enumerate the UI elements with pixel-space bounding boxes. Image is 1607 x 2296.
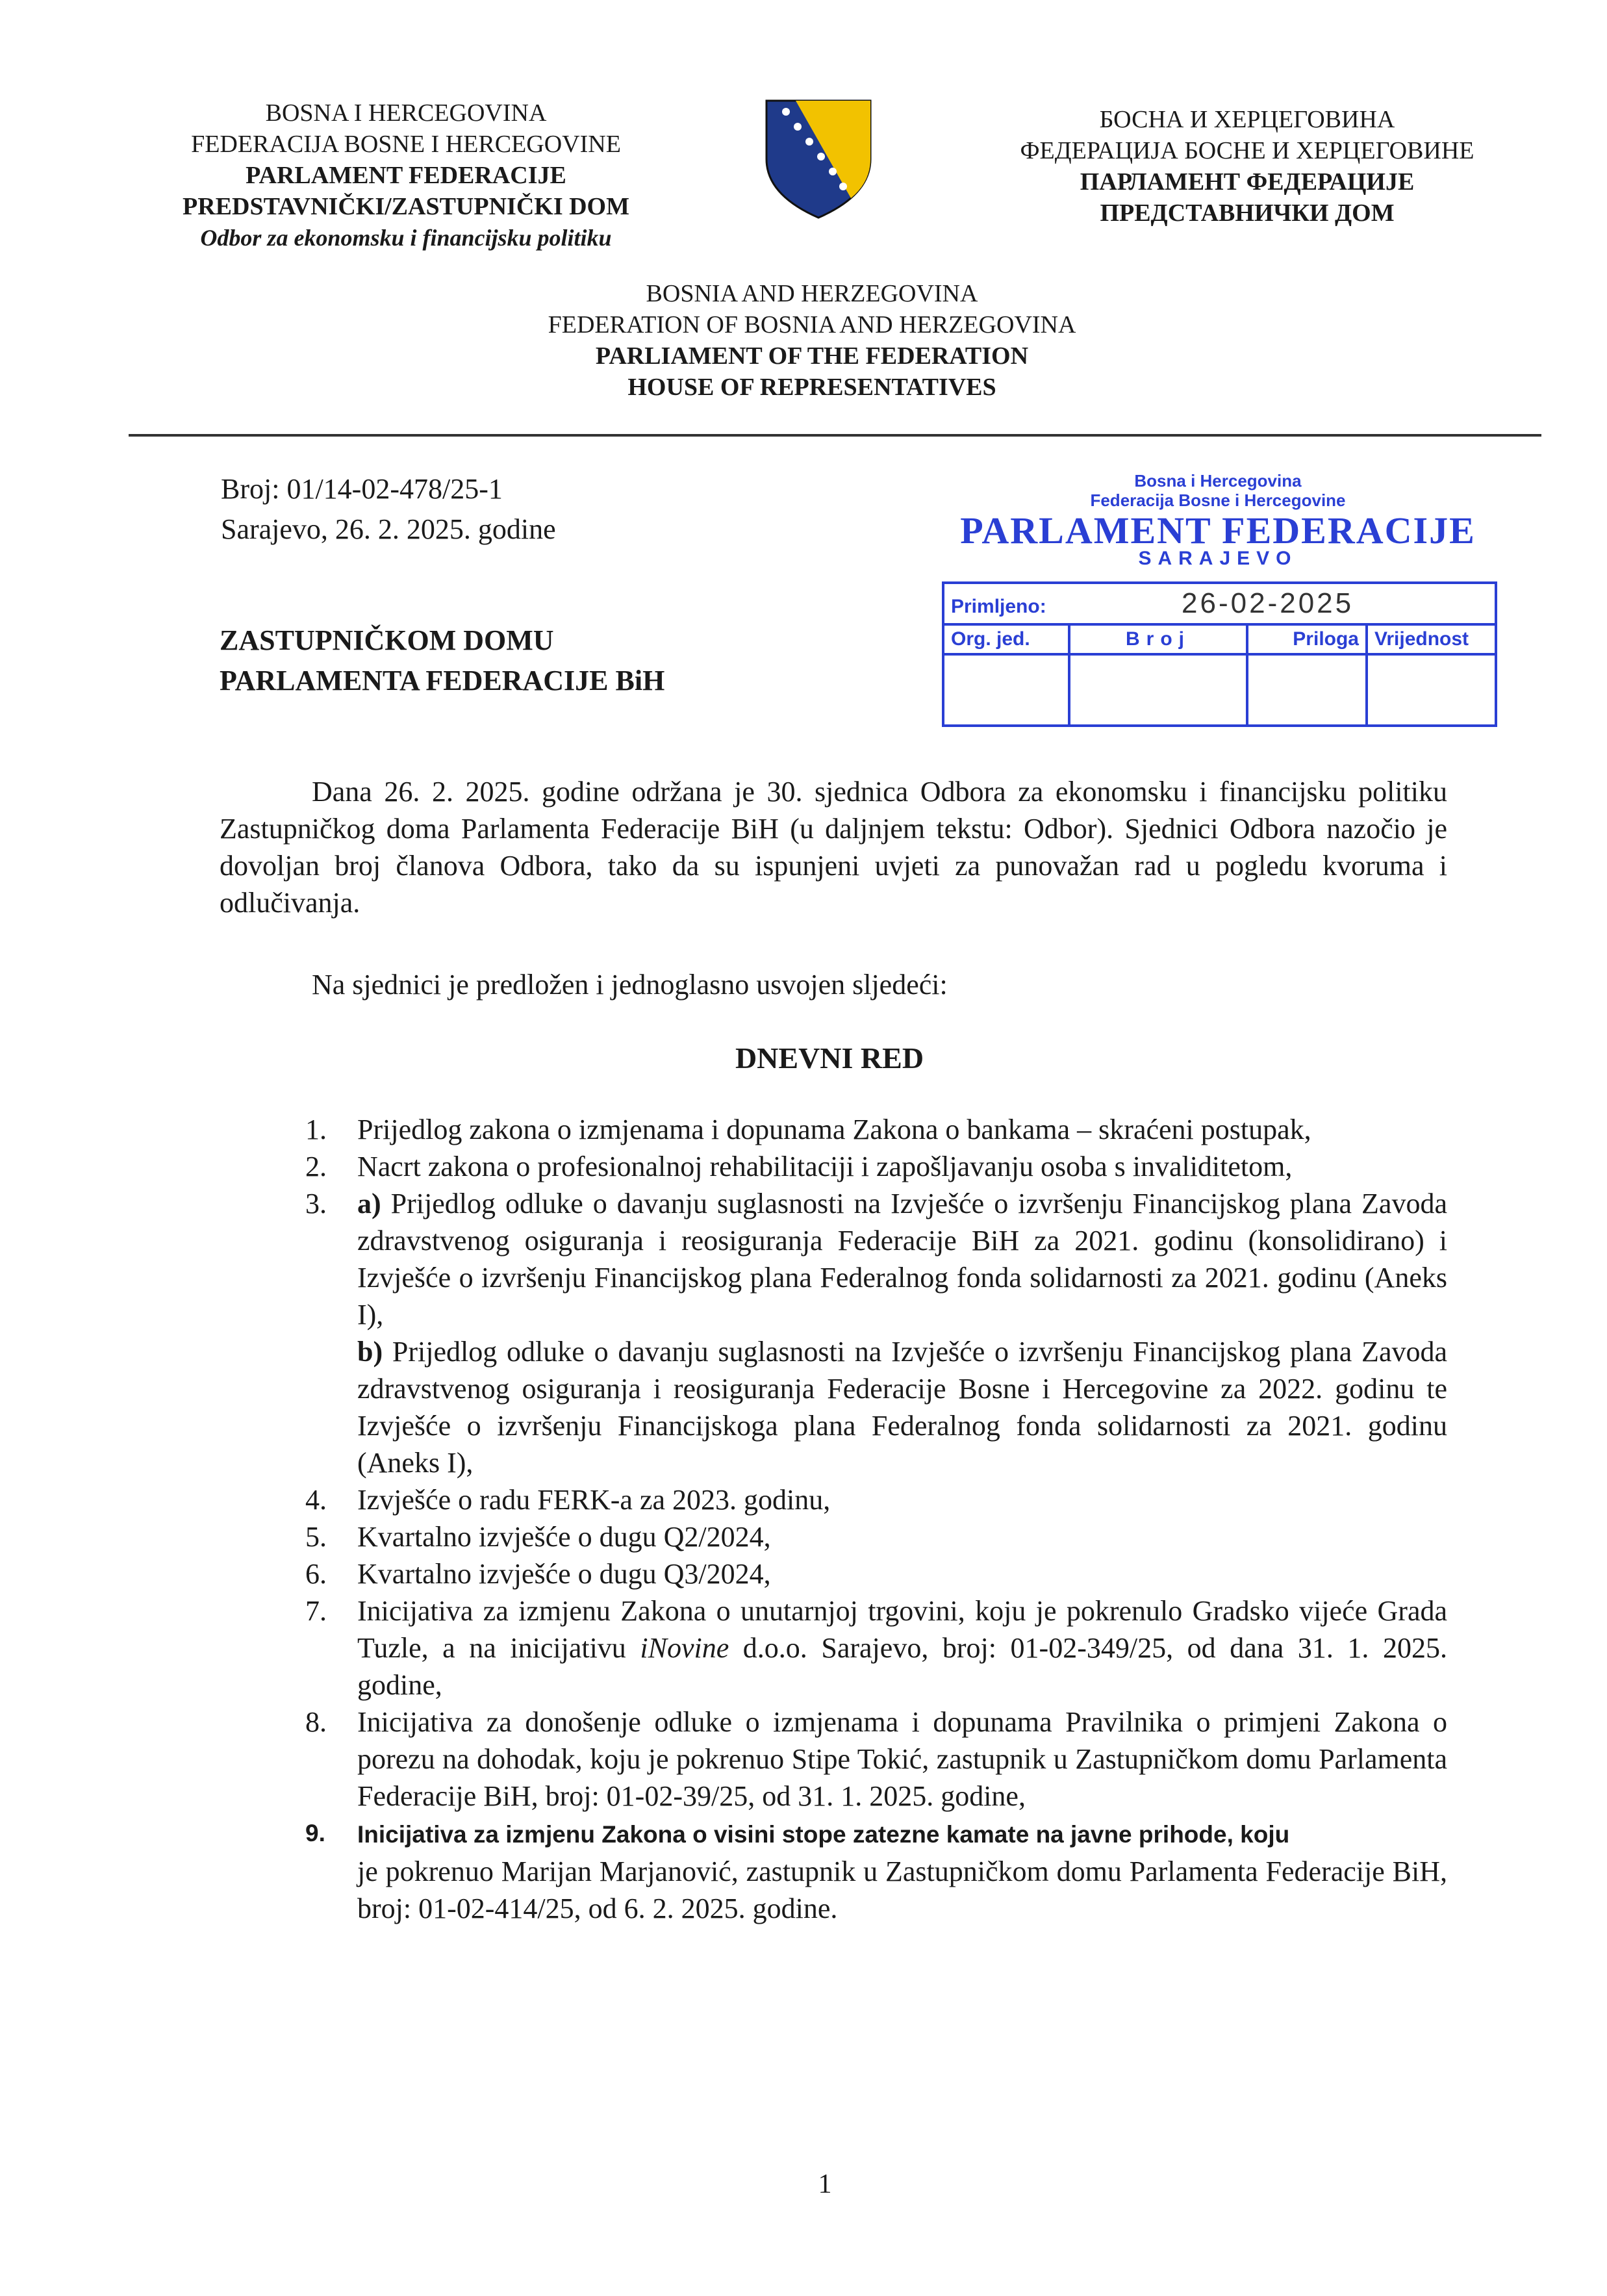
header-center [455,278,1169,403]
agenda-list [305,1111,1447,1927]
stamp-received-date: 26-02-2025 [1182,587,1354,619]
stamp-cell [1367,654,1496,726]
stamp-line1: Bosna i Hercegovina [1134,471,1302,491]
header-left-line1: BOSNA I HERCEGOVINA [265,99,547,127]
agenda-item [305,1703,1447,1815]
agenda-subitem-text: Prijedlog odluke o davanju suglasnosti na Izvješće o izvršenju Financijskog plana Zavoda zdravstvenog osiguranja i reosiguranja Federacije BiH za 2021. godinu (konsolidirano) i Izvješće o izvršenju Financijskog plana Federalnog fonda solidarnosti za 2021. godinu (Aneks I), [357,1188,1447,1331]
stamp-cell [943,654,1069,726]
recipient [220,620,664,701]
header-center-line3: PARLIAMENT OF THE FEDERATION [595,342,1029,370]
coat-of-arms-icon [760,97,877,221]
stamp-received-label: Primljeno: [951,596,1046,617]
agenda-item-number: 2. [305,1151,327,1182]
agenda-item [305,1185,1447,1481]
recipient-line1: ZASTUPNIČKOM DOMU [220,624,554,656]
header-right-line4: ПРЕДСТАВНИЧКИ ДОМ [1100,199,1395,227]
stamp-col-org: Org. jed. [943,624,1069,654]
agenda-item-text: Izvješće o radu FERK-a za 2023. godinu, [357,1484,831,1516]
agenda-subitem-label: a) [357,1188,381,1219]
header-divider [129,434,1541,437]
agenda-item-number: 9. [305,1820,325,1846]
stamp-col-value: Vrijednost [1367,624,1496,654]
agenda-item-number: 7. [305,1595,327,1627]
agenda-item-number: 3. [305,1188,327,1219]
recipient-line2: PARLAMENTA FEDERACIJE BiH [220,665,665,696]
agenda-item-number: 4. [305,1484,327,1516]
stamp-col-number: Broj [1069,624,1247,654]
intro-paragraph: Dana 26. 2. 2025. godine održana je 30. sjednica Odbora za ekonomsku i financijsku politiku Zastupničkog doma Parlamenta Federacije BiH (u daljnjem tekstu: Odbor). Sjednici Odbora nazočio je dovoljan broj članova Odbora, tako da su ispunjeni uvjeti za punovažan rad u pogledu kvoruma i odlučivanja. [220,776,1447,919]
stamp-cell [1247,654,1367,726]
stamp-line3: PARLAMENT FEDERACIJE [960,509,1476,552]
agenda-item-emphasis: iNovine [640,1632,729,1664]
agenda-item-text: Inicijativa za izmjenu Zakona o visini stope zatezne kamate na javne prihode, koju [357,1821,1290,1848]
stamp-cell [1069,654,1247,726]
header-center-line2: FEDERATION OF BOSNIA AND HERZEGOVINA [548,311,1076,338]
agenda-subitem-a [357,1185,1447,1333]
stamp-col-attachments: Priloga [1247,624,1367,654]
agenda-item-number: 5. [305,1521,327,1553]
committee-name: Odbor za ekonomsku i financijsku politiku [200,225,612,251]
agenda-item-text: je pokrenuo Marijan Marjanović, zastupnik u Zastupničkom domu Parlamenta Federacije BiH, broj: 01-02-414/25, od 6. 2. 2025. godine. [357,1856,1447,1924]
header-left-line4: PREDSTAVNIČKI/ZASTUPNIČKI DOM [183,193,629,220]
agenda-item-number: 6. [305,1558,327,1590]
agenda-subitem-text: Prijedlog odluke o davanju suglasnosti na Izvješće o izvršenju Financijskog plana Zavoda zdravstvenog osiguranja i reosiguranja Federacije Bosne i Hercegovine za 2022. godinu te Izvješće o izvršenju Financijskoga plana Federalnog fonda solidarnosti za 2021. godinu (Aneks I), [357,1336,1447,1479]
agenda-item-number: 8. [305,1706,327,1738]
header-right [968,104,1526,229]
agenda-subitem-label: b) [357,1336,383,1368]
agenda-item [305,1555,1447,1592]
agenda-item [305,1481,1447,1518]
header-right-line1: БОСНА И ХЕРЦЕГОВИНА [1099,106,1395,133]
agenda-item [305,1518,1447,1555]
header-left-line3: PARLAMENT FEDERACIJE [246,162,566,189]
header-left-line2: FEDERACIJA BOSNE I HERCEGOVINE [191,131,621,158]
header-center-line4: HOUSE OF REPRESENTATIVES [627,374,996,401]
header-center-line1: BOSNIA AND HERZEGOVINA [646,280,978,307]
document-place-date: Sarajevo, 26. 2. 2025. godine [221,513,556,545]
header-right-line3: ПАРЛАМЕНТ ФЕДЕРАЦИЈЕ [1080,168,1415,196]
agenda-item [305,1592,1447,1703]
agenda-title: DNEVNI RED [735,1041,924,1075]
adopted-line: Na sjednici je predložen i jednoglasno usvojen sljedeći: [312,969,948,1001]
stamp-table [942,581,1497,727]
stamp-line2: Federacija Bosne i Hercegovine [1090,491,1346,510]
document-meta [221,469,556,550]
agenda-item-text: Inicijativa za izmjenu Zakona o unutarnjoj trgovini, koju je pokrenulo Gradsko vijeće Grada Tuzle, a na inicijativu [357,1595,1447,1664]
agenda-item-text: Kvartalno izvješće o dugu Q2/2024, [357,1521,771,1553]
header-left [149,97,663,253]
agenda-item [305,1111,1447,1148]
received-stamp [935,471,1500,737]
page-number: 1 [818,2169,832,2199]
agenda-item-text: Inicijativa za donošenje odluke o izmjenama i dopunama Pravilnika o primjeni Zakona o porezu na dohodak, koju je pokrenuo Stipe Tokić, zastupnik u Zastupničkom domu Parlamenta Federacije BiH, broj: 01-02-39/25, od 31. 1. 2025. godine, [357,1706,1447,1812]
header-right-line2: ФЕДЕРАЦИЈА БОСНЕ И ХЕРЦЕГОВИНЕ [1020,137,1474,164]
agenda-item-text: Nacrt zakona o profesionalnoj rehabilitaciji i zapošljavanju osoba s invaliditetom, [357,1151,1293,1182]
agenda-item-number: 1. [305,1114,327,1145]
stamp-line4: SARAJEVO [1138,548,1298,569]
agenda-item [305,1148,1447,1185]
agenda-item-text: Prijedlog zakona o izmjenama i dopunama Zakona o bankama – skraćeni postupak, [357,1114,1311,1145]
agenda-item-text: Kvartalno izvješće o dugu Q3/2024, [357,1558,771,1590]
agenda-item [305,1815,1447,1927]
agenda-subitem-b [357,1333,1447,1481]
document-number: Broj: 01/14-02-478/25-1 [221,473,503,505]
agenda-item-text: d.o.o. Sarajevo, broj: 01-02-349/25, od dana 31. 1. 2025. godine, [357,1632,1448,1701]
